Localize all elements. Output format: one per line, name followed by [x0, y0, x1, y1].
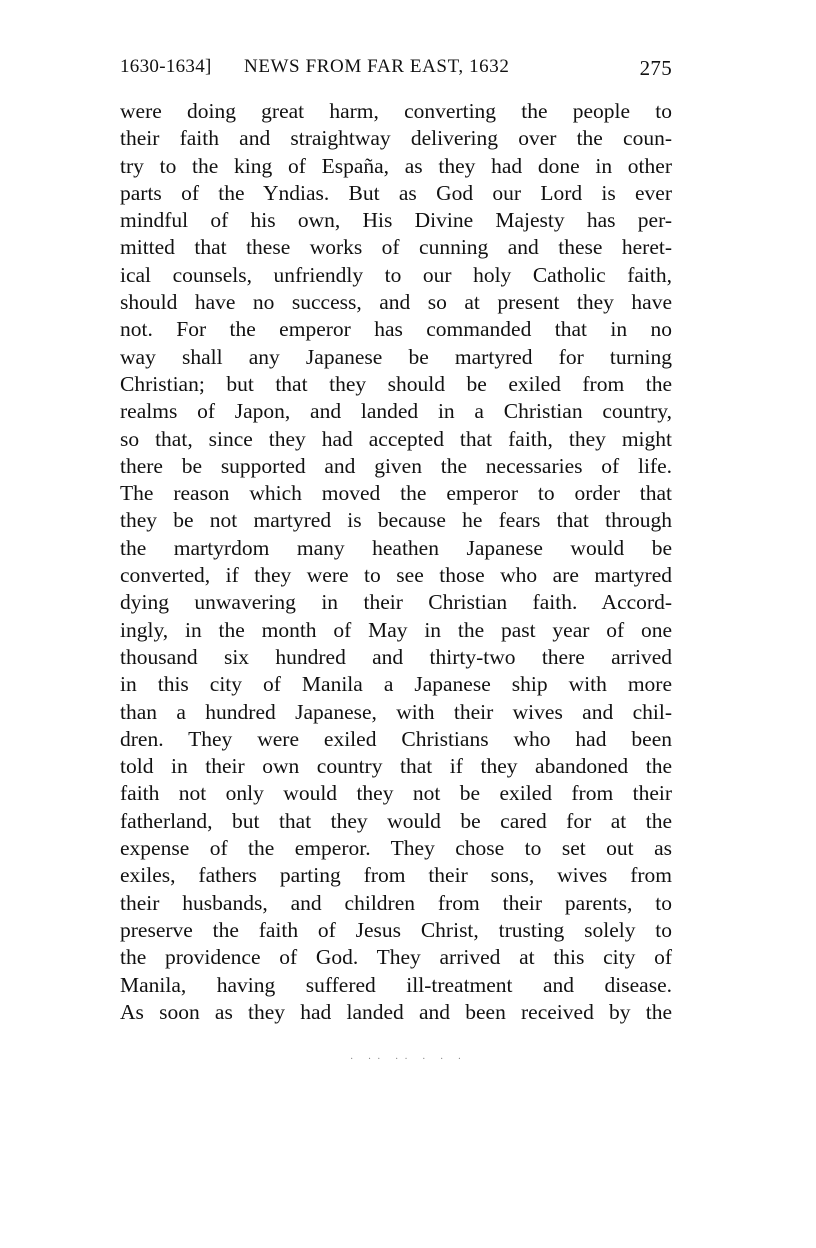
running-head [120, 56, 676, 82]
text-line: fatherland, but that they would be cared for at the [120, 808, 672, 833]
text-line: thousand six hundred and thirty-two there arrived [120, 644, 672, 669]
text-line: mindful of his own, His Divine Majesty has per- [120, 208, 672, 233]
text-line: their faith and straightway delivering over the coun- [120, 126, 672, 151]
text-line: than a hundred Japanese, with their wives and chil- [120, 699, 672, 724]
body-text [120, 98, 672, 1026]
text-line: realms of Japon, and landed in a Christian country, [120, 399, 672, 424]
text-line: the martyrdom many heathen Japanese would be [120, 535, 672, 560]
text-line: the providence of God. They arrived at this city of [120, 945, 672, 970]
text-line: Christian; but that they should be exiled from the [120, 371, 672, 396]
text-line: there be supported and given the necessaries of life. [120, 453, 672, 478]
text-line: preserve the faith of Jesus Christ, trusting solely to [120, 917, 672, 942]
text-line: their husbands, and children from their parents, to [120, 890, 672, 915]
text-line: told in their own country that if they abandoned the [120, 754, 672, 779]
text-line: ical counsels, unfriendly to our holy Catholic faith, [120, 262, 672, 287]
text-line: they be not martyred is because he fears that through [120, 508, 672, 533]
text-line: expense of the emperor. They chose to set out as [120, 836, 672, 861]
text-line: parts of the Yndias. But as God our Lord is ever [120, 180, 672, 205]
text-line: exiles, fathers parting from their sons, wives from [120, 863, 672, 888]
text-line: converted, if they were to see those who are martyred [120, 563, 672, 588]
scan-specks: · ·· ·· · · · [350, 1054, 468, 1065]
running-head-years: 1630-1634] [120, 56, 212, 77]
text-line: were doing great harm, converting the people to [120, 99, 672, 123]
text-line: dying unwavering in their Christian faith. Accord- [120, 590, 672, 615]
page-number: 275 [639, 56, 672, 80]
text-line: way shall any Japanese be martyred for turning [120, 344, 672, 369]
text-line: in this city of Manila a Japanese ship with more [120, 672, 672, 697]
text-line: The reason which moved the emperor to order that [120, 481, 672, 506]
text-line: should have no success, and so at present they have [120, 290, 672, 315]
text-line: ingly, in the month of May in the past year of one [120, 617, 672, 642]
text-line: dren. They were exiled Christians who had been [120, 726, 672, 751]
text-line: not. For the emperor has commanded that in no [120, 317, 672, 342]
text-line: Manila, having suffered ill-treatment and disease. [120, 972, 672, 997]
text-line: try to the king of España, as they had done in other [120, 153, 672, 178]
text-line: As soon as they had landed and been received by the [120, 999, 672, 1024]
running-head-title: NEWS FROM FAR EAST, 1632 [244, 56, 510, 77]
text-line: mitted that these works of cunning and these heret- [120, 235, 672, 260]
text-line: faith not only would they not be exiled from their [120, 781, 672, 806]
text-line: so that, since they had accepted that faith, they might [120, 426, 672, 451]
